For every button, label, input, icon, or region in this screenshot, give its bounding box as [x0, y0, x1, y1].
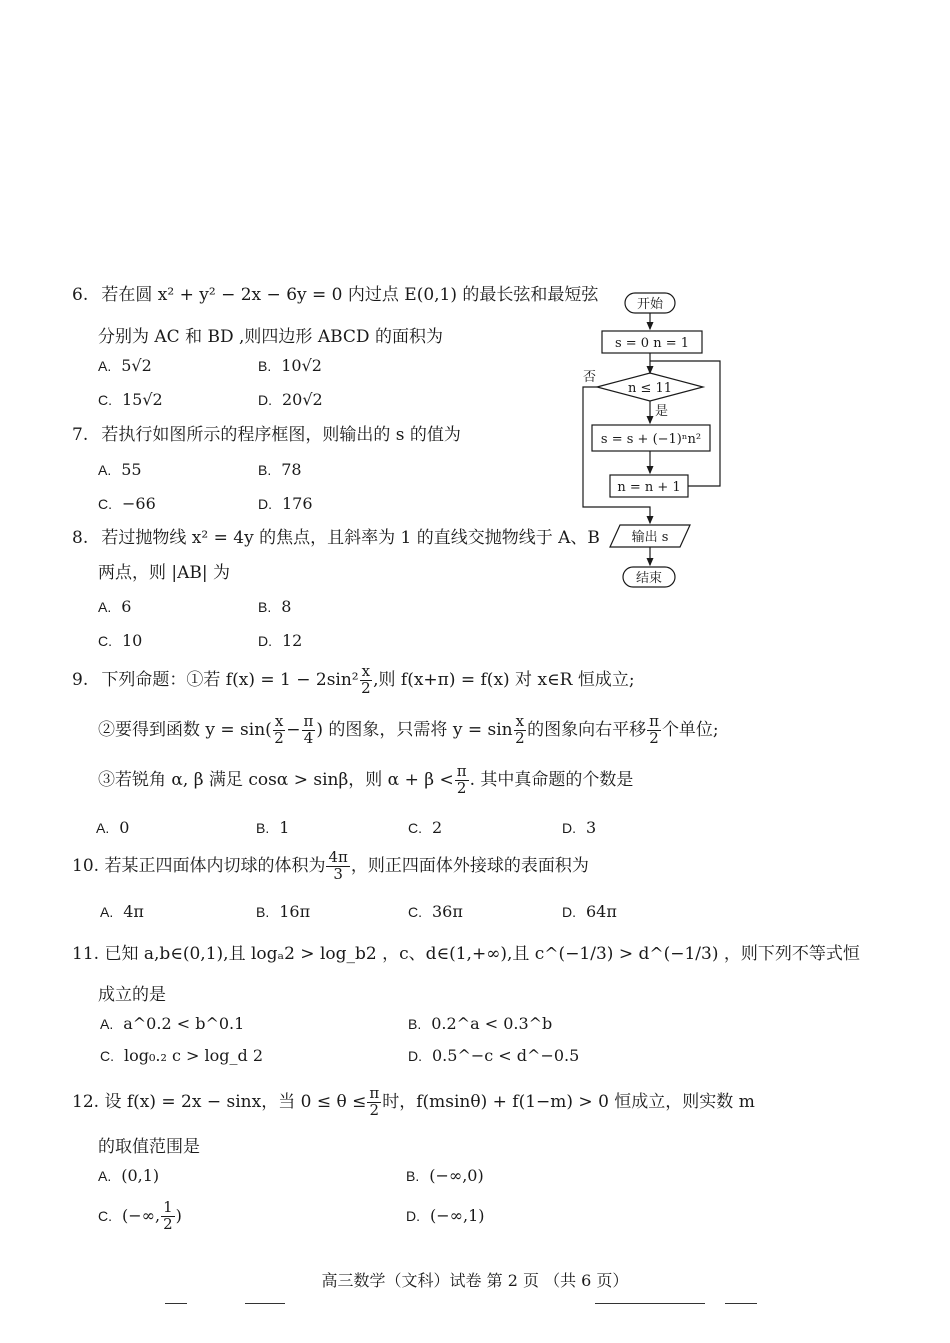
- question-9: 9. 下列命题：①若 f(x) = 1 − 2sin² $\frac{x}{2}$ ,则 f(x+π) = f(x) 对 x∈R 恒成立;: [72, 662, 635, 697]
- question-8-line2: 两点，则 |AB| 为: [98, 563, 231, 583]
- bottom-rule: [245, 1303, 285, 1304]
- option-d[interactable]: D. (−∞,1): [406, 1206, 485, 1225]
- option-b[interactable]: B. 78: [258, 460, 302, 479]
- option-a[interactable]: A. 0: [96, 818, 130, 837]
- option-d[interactable]: D. 20√2: [258, 390, 323, 409]
- question-11: [72, 944, 860, 964]
- option-d[interactable]: D. 64π: [562, 902, 617, 921]
- option-d[interactable]: D. 3: [562, 818, 597, 837]
- question-number: 9.: [72, 669, 89, 690]
- flow-output-label: 输出 s: [631, 530, 669, 545]
- flow-end-label: 结束: [635, 571, 663, 586]
- question-number: 12.: [72, 1091, 100, 1112]
- option-c[interactable]: C. log₀.₂ c > log_d 2: [100, 1046, 264, 1065]
- question-10: 10. 若某正四面体内切球的体积为 $\frac{4\pi}{3}$ ，则正四面体外接球的表面积为: [72, 848, 589, 883]
- option-a[interactable]: A. (0,1): [98, 1166, 160, 1185]
- question-number: 7.: [72, 425, 89, 445]
- option-d[interactable]: D. 0.5^−c < d^−0.5: [408, 1046, 580, 1065]
- flow-update-s-label: s = s + (−1)ⁿn²: [600, 432, 702, 447]
- question-number: 6.: [72, 285, 89, 305]
- option-b[interactable]: B. 1: [256, 818, 290, 837]
- question-12: 12. 设 f(x) = 2x − sinx，当 0 ≤ θ ≤ $\frac{\pi}{2}$ 时，f(msinθ) + f(1−m) > 0 恒成立，则实数 m: [72, 1084, 755, 1119]
- option-b[interactable]: B. 8: [258, 597, 292, 616]
- flow-start-label: 开始: [636, 297, 664, 312]
- fraction: $\frac{x}{2}$: [361, 662, 371, 697]
- question-text: 若执行如图所示的程序框图，则输出的 s 的值为: [101, 425, 461, 445]
- flow-update-n-label: n = n + 1: [617, 480, 681, 495]
- fraction: $\frac{\pi}{2}$: [369, 1084, 380, 1119]
- question-text: 若过抛物线 x² = 4y 的焦点，且斜率为 1 的直线交抛物线于 A、B: [101, 528, 600, 548]
- flow-no-label: 否: [583, 370, 597, 385]
- flow-init-label: s = 0 n = 1: [614, 336, 690, 351]
- question-7: [72, 425, 461, 445]
- bottom-rule: [595, 1303, 705, 1304]
- option-a[interactable]: A. 55: [98, 460, 142, 479]
- option-b[interactable]: B. 16π: [256, 902, 311, 921]
- question-9-line2: ②要得到函数 y = sin( $\frac{x}{2}$ − $\frac{\pi}{4}$ ) 的图象，只需将 y = sin $\frac{x}{2}$ 的图象向右平移 $\frac{\pi}{2}$ 个单位;: [98, 712, 719, 747]
- option-c[interactable]: C. (−∞, $\frac{1}{2}$ ): [98, 1198, 182, 1233]
- option-b[interactable]: B. (−∞,0): [406, 1166, 484, 1185]
- option-a[interactable]: A. a^0.2 < b^0.1: [100, 1014, 245, 1033]
- flowchart: [575, 285, 745, 595]
- bottom-rule: [725, 1303, 757, 1304]
- option-b[interactable]: B. 10√2: [258, 356, 322, 375]
- option-c[interactable]: C. 36π: [408, 902, 463, 921]
- page-footer: 高三数学（文科）试卷 第 2 页 （共 6 页）: [321, 1271, 629, 1290]
- question-6-line2: 分别为 AC 和 BD ,则四边形 ABCD 的面积为: [98, 327, 443, 347]
- flow-yes-label: 是: [655, 404, 669, 419]
- question-9-line3: ③若锐角 α, β 满足 cosα > sinβ，则 α + β < $\frac{\pi}{2}$ . 其中真命题的个数是: [98, 762, 634, 797]
- option-c[interactable]: C. 2: [408, 818, 443, 837]
- question-text: 已知 a,b∈(0,1),且 logₐ2 > log_b2 ，c、d∈(1,+∞),且 c^(−1/3) > d^(−1/3) ，则下列不等式恒: [104, 944, 860, 964]
- question-number: 10.: [72, 855, 100, 876]
- option-c[interactable]: C. −66: [98, 494, 156, 513]
- question-8: [72, 528, 600, 548]
- option-d[interactable]: D. 12: [258, 631, 303, 650]
- option-a[interactable]: A. 6: [98, 597, 132, 616]
- question-number: 8.: [72, 528, 89, 548]
- question-6: [72, 285, 598, 305]
- option-a[interactable]: A. 4π: [100, 902, 144, 921]
- option-c[interactable]: C. 10: [98, 631, 143, 650]
- option-a[interactable]: A. 5√2: [98, 356, 152, 375]
- bottom-rule: [165, 1303, 187, 1304]
- option-d[interactable]: D. 176: [258, 494, 313, 513]
- fraction: $\frac{4\pi}{3}$: [328, 848, 348, 883]
- question-number: 11.: [72, 944, 100, 964]
- flow-condition-label: n ≤ 11: [627, 381, 673, 396]
- option-c[interactable]: C. 15√2: [98, 390, 163, 409]
- question-text: 若在圆 x² + y² − 2x − 6y = 0 内过点 E(0,1) 的最长弦和最短弦: [101, 285, 599, 305]
- question-12-line2: 的取值范围是: [98, 1137, 200, 1157]
- question-11-line2: 成立的是: [98, 985, 166, 1005]
- option-b[interactable]: B. 0.2^a < 0.3^b: [408, 1014, 553, 1033]
